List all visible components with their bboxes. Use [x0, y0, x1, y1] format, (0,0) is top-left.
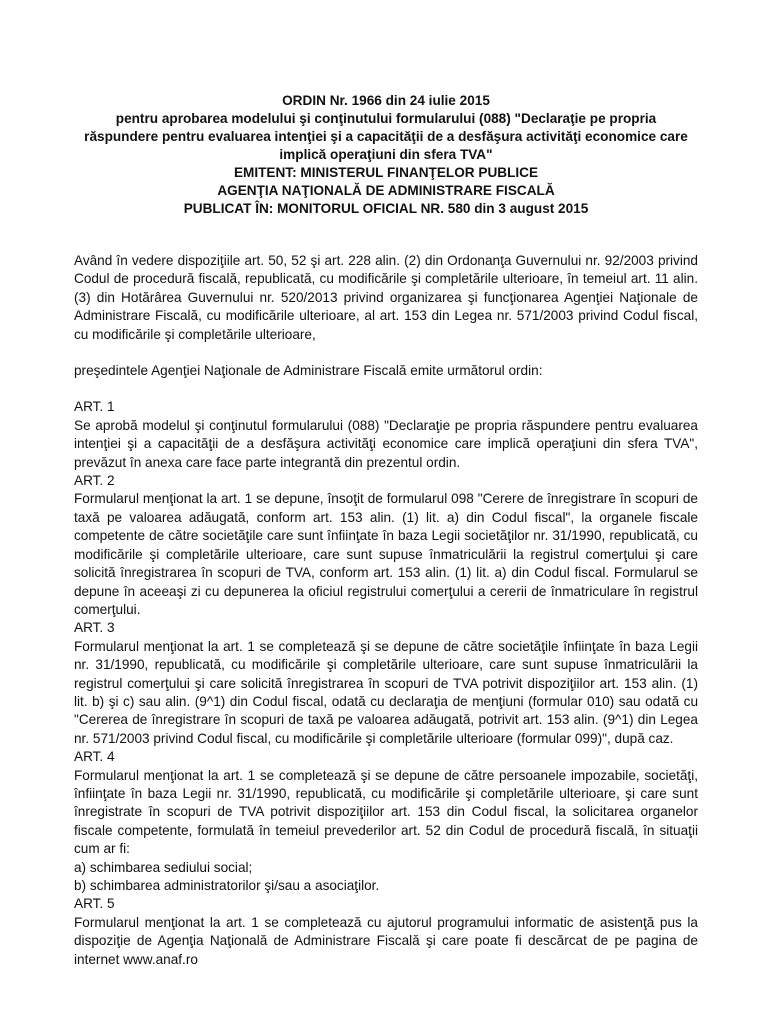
article-text: Formularul menţionat la art. 1 se completează şi se depune de către persoanele impozabile, societăţi, înfiinţate în baza Legii nr. 31/1990, republicată, cu modificările şi completările ulterioare, şi care sunt înregistrate în scopuri de TVA potrivit dispoziţiilor art. 153 din Codul fiscal, la solicitarea organelor fiscale competente, formulată în temeiul prevederilor art. 52 din Codul de procedură fiscală, în situaţii cum ar fi:	[74, 767, 698, 857]
document-header	[74, 92, 698, 218]
article-1	[74, 398, 698, 472]
article-text: Formularul menţionat la art. 1 se completează cu ajutorul programului informatic de asistenţă pus la dispoziţie de Agenţia Naţională de Administrare Fiscală şi care poate fi descărcat de pe pagina de internet www.anaf.ro	[74, 914, 698, 967]
article-title: ART. 1	[74, 399, 115, 415]
article-5	[74, 895, 698, 969]
article-title: ART. 5	[74, 896, 115, 912]
article-title: ART. 4	[74, 749, 115, 765]
issuer-statement: preşedintele Agenţiei Naţionale de Administrare Fiscală emite următorul ordin:	[74, 363, 543, 379]
article-4	[74, 748, 698, 895]
article-text: Formularul menţionat la art. 1 se completează şi se depune de către societăţile înfiinţate în baza Legii nr. 31/1990, republicată, cu modificările şi completările ulterioare, care sunt supuse înmatriculării la registrul comerţului şi care solicită înregistrarea în scopuri de TVA potrivit dispoziţiilor art. 153 alin. (1) lit. b) şi c) sau alin. (9^1) din Codul fiscal, odată cu declaraţia de menţiuni (formular 010) sau odată cu "Cererea de înregistrare în scopuri de taxă pe valoarea adăugată, potrivit art. 153 alin. (9^1) din Legea nr. 571/2003 privind Codul fiscal, cu modificările şi completările ulterioare (formular 099)", după caz.	[74, 638, 698, 746]
article-text: Formularul menţionat la art. 1 se depune, însoţit de formularul 098 "Cerere de înregistrare în scopuri de taxă pe valoarea adăugată, conform art. 153 alin. (1) lit. a) din Codul fiscal", la organele fiscale competente de către societăţile care sunt înfiinţate în baza Legii societăţilor nr. 31/1990, republicată, cu modificările şi completările ulterioare, care sunt supuse înmatriculării la registrul comerţului şi care solicită înregistrarea în scopuri de TVA, conform art. 153 alin. (1) lit. a) din Codul fiscal. Formularul se depune în aceeaşi zi cu depunerea la oficiul registrului comerţului a cererii de înmatriculare în registrul comerţului.	[74, 491, 698, 617]
article-text: Se aprobă modelul şi conţinutul formularului (088) "Declaraţie pe propria răspundere pentru evaluarea intenţiei şi a capacităţii de a desfăşura activităţi economice care implică operaţiuni din sfera TVA", prevăzut în anexa care face parte integrantă din prezentul ordin.	[74, 417, 698, 470]
issuer-line: EMITENT: MINISTERUL FINANŢELOR PUBLICE	[233, 165, 539, 180]
article-2	[74, 472, 698, 619]
article-3	[74, 619, 698, 748]
list-item: b) schimbarea administratorilor şi/sau a asociaţilor.	[74, 878, 380, 893]
article-title: ART. 2	[74, 473, 115, 489]
agency-line: AGENŢIA NAŢIONALĂ DE ADMINISTRARE FISCALĂ	[217, 183, 555, 198]
article-title: ART. 3	[74, 620, 115, 636]
order-subject: pentru aprobarea modelului şi conţinutului formularului (088) "Declaraţie pe propria răspundere pentru evaluarea intenţiei şi a capacităţii de a desfăşura activităţi economice care implică operaţiuni din sfera TVA"	[84, 111, 688, 162]
list-item: a) schimbarea sediului social;	[74, 859, 253, 875]
publication-line: PUBLICAT ÎN: MONITORUL OFICIAL NR. 580 din 3 august 2015	[183, 201, 589, 216]
order-title: ORDIN Nr. 1966 din 24 iulie 2015	[282, 93, 490, 108]
preamble-paragraph: Având în vedere dispoziţiile art. 50, 52 şi art. 228 alin. (2) din Ordonanţa Guvernului nr. 92/2003 privind Codul de procedură fiscală, republicată, cu modificările şi completările ulterioare, în temeiul art. 11 alin. (3) din Hotărârea Guvernului nr. 520/2013 privind organizarea şi funcţionarea Agenţiei Naţionale de Administrare Fiscală, cu modificările ulterioare, al art. 153 din Legea nr. 571/2003 privind Codul fiscal, cu modificările şi completările ulterioare,	[74, 253, 698, 342]
